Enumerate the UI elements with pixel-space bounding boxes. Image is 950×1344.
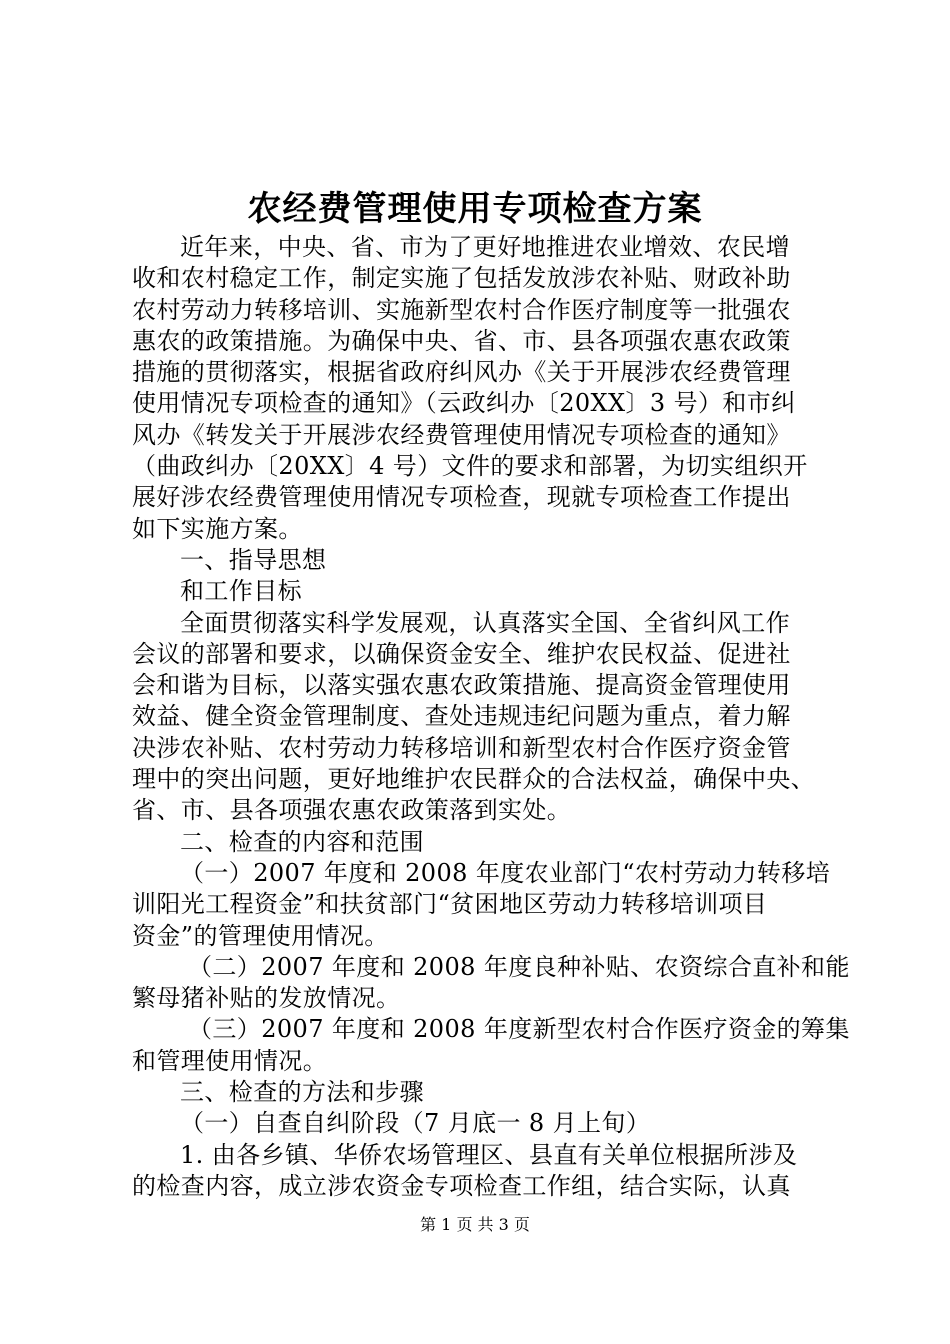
list-item: 1. 由各乡镇、华侨农场管理区、县直有关单位根据所涉及 <box>180 1140 798 1169</box>
document-title: 农经费管理使用专项检查方案 <box>247 189 703 229</box>
paragraph-line: 会议的部署和要求，以确保资金安全、维护农民权益、促进社 <box>132 639 791 668</box>
section-heading: 二、检查的内容和范围 <box>180 827 424 856</box>
paragraph-line: 近年来，中央、省、市为了更好地推进农业增效、农民增 <box>180 233 790 261</box>
paragraph-line: 措施的贯彻落实，根据省政府纠风办《关于开展涉农经费管理 <box>132 358 791 387</box>
paragraph-line: 使用情况专项检查的通知》（云政纠办〔20XX〕3 号）和市纠 <box>132 389 796 418</box>
paragraph-line: 理中的突出问题，更好地维护农民群众的合法权益，确保中央、 <box>132 765 816 794</box>
paragraph-line: 决涉农补贴、农村劳动力转移培训和新型农村合作医疗资金管 <box>132 733 791 762</box>
paragraph-line: 风办《转发关于开展涉农经费管理使用情况专项检查的通知》 <box>132 420 791 449</box>
page-number-footer: 第 1 页 共 3 页 <box>420 1215 530 1234</box>
list-item: （一）自查自纠阶段（7 月底一 8 月上旬） <box>180 1109 651 1138</box>
paragraph-line: 和管理使用情况。 <box>132 1046 328 1075</box>
paragraph-line: 收和农村稳定工作，制定实施了包括发放涉农补贴、财政补助 <box>132 264 791 293</box>
paragraph-line: 资金”的管理使用情况。 <box>132 921 389 950</box>
paragraph-line: 繁母猪补贴的发放情况。 <box>132 984 401 1013</box>
section-heading: 一、指导思想 <box>180 545 327 574</box>
document-body <box>132 232 850 1202</box>
list-item: （三）2007 年度和 2008 年度新型农村合作医疗资金的筹集 <box>188 1015 850 1044</box>
paragraph-line: 惠农的政策措施。为确保中央、省、市、县各项强农惠农政策 <box>132 326 791 355</box>
paragraph-line: 会和谐为目标，以落实强农惠农政策措施、提高资金管理使用 <box>132 671 791 700</box>
paragraph-line: 如下实施方案。 <box>132 514 303 543</box>
section-heading: 和工作目标 <box>180 577 302 606</box>
paragraph-line: 展好涉农经费管理使用情况专项检查，现就专项检查工作提出 <box>132 483 791 512</box>
list-item: （一）2007 年度和 2008 年度农业部门“农村劳动力转移培 <box>180 858 831 887</box>
paragraph-line: 训阳光工程资金”和扶贫部门“贫困地区劳动力转移培训项目 <box>132 890 768 919</box>
paragraph-line: （曲政纠办〔20XX〕4 号）文件的要求和部署，为切实组织开 <box>132 452 808 481</box>
list-item: （二）2007 年度和 2008 年度良种补贴、农资综合直补和能 <box>188 952 850 981</box>
paragraph-line: 省、市、县各项强农惠农政策落到实处。 <box>132 796 572 825</box>
paragraph-line: 的检查内容，成立涉农资金专项检查工作组，结合实际，认真 <box>132 1171 791 1200</box>
paragraph-line: 效益、健全资金管理制度、查处违规违纪问题为重点，着力解 <box>132 702 791 731</box>
paragraph-line: 全面贯彻落实科学发展观，认真落实全国、全省纠风工作 <box>180 608 790 637</box>
paragraph-line: 农村劳动力转移培训、实施新型农村合作医疗制度等一批强农 <box>132 295 791 324</box>
section-heading: 三、检查的方法和步骤 <box>180 1078 424 1107</box>
